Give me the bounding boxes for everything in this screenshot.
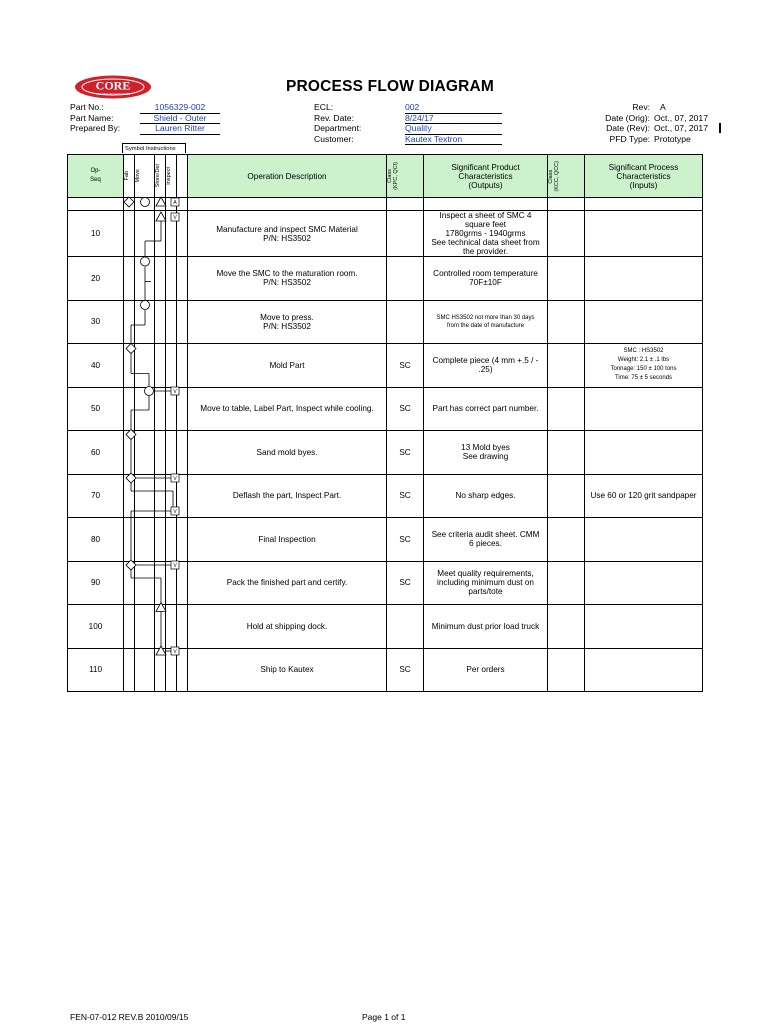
product-char-cell: SMC HS3502 not more than 30 days from the date of manufacture: [424, 300, 548, 344]
pfd-type-label: PFD Type:: [609, 133, 650, 144]
process-char-cell: [585, 518, 703, 562]
class-kpc-cell: SC: [387, 518, 424, 562]
operation-cell: Move to press. P/N: HS3502: [188, 300, 387, 344]
op-seq-cell: 100: [68, 605, 124, 649]
prepared-by-value: Lauren Ritter: [140, 123, 220, 135]
fab-diamond-icon: [126, 473, 136, 483]
company-logo: [74, 75, 152, 99]
inspect-box-label: V: [173, 509, 177, 516]
class-kcc-cell: [548, 300, 585, 344]
op-seq-cell: 70: [68, 474, 124, 518]
operation-cell: Deflash the part, Inspect Part.: [188, 474, 387, 518]
class-kpc-cell: SC: [387, 648, 424, 692]
ecl-label: ECL:: [314, 102, 334, 112]
inspect-box-label: V: [173, 563, 177, 570]
inspect-box-label: A: [173, 200, 177, 207]
class-kpc-cell: [387, 605, 424, 649]
store-triangle-icon: [156, 197, 166, 206]
rev-date-value: 8/24/17: [405, 113, 502, 125]
fab-diamond-icon: [126, 560, 136, 570]
operation-cell: Ship to Kautex: [188, 648, 387, 692]
class-kpc-cell: SC: [387, 474, 424, 518]
date-rev-value: Oct., 07, 2017: [654, 123, 708, 134]
date-rev-label: Date (Rev):: [606, 123, 650, 134]
move-circle-icon: [141, 301, 150, 310]
date-orig-value: Oct., 07, 2017: [654, 112, 708, 123]
fab-header: Fab: [124, 155, 135, 198]
rev-date-label: Rev. Date:: [314, 112, 354, 123]
page-number: Page 1 of 1: [362, 1012, 406, 1022]
class-kcc-cell: [548, 431, 585, 475]
ecl-value: 002: [405, 102, 502, 114]
op-seq-header: Op- Seq: [68, 155, 124, 198]
operation-cell: Hold at shipping dock.: [188, 605, 387, 649]
product-char-cell: Controlled room temperature 70F±10F: [424, 257, 548, 301]
table-header-row: [68, 155, 703, 198]
op-seq-cell: 20: [68, 257, 124, 301]
move-circle-icon: [145, 387, 154, 396]
op-seq-cell: 110: [68, 648, 124, 692]
product-char-cell: Meet quality requirements, including minimum dust on parts/tote: [424, 561, 548, 605]
store-triangle-icon: [156, 646, 166, 655]
class-kcc-cell: [548, 648, 585, 692]
store-header: Store/Det: [155, 155, 166, 198]
process-char-cell: Use 60 or 120 grit sandpaper: [585, 474, 703, 518]
class-kcc-header: Class (KCC, QCC): [548, 155, 585, 198]
class-kpc-cell: SC: [387, 344, 424, 388]
operation-cell: Mold Part: [188, 344, 387, 388]
op-seq-cell: 60: [68, 431, 124, 475]
header-tick-mark: [719, 123, 721, 133]
class-kcc-cell: [548, 561, 585, 605]
class-kpc-cell: SC: [387, 561, 424, 605]
operation-cell: Move the SMC to the maturation room. P/N: HS3502: [188, 257, 387, 301]
logo-text: CORE: [95, 78, 131, 93]
fab-diamond-icon: [126, 430, 136, 440]
process-char-cell: [585, 257, 703, 301]
header-middle: [314, 102, 502, 144]
op-seq-cell: 40: [68, 344, 124, 388]
rev-label: Rev:: [632, 102, 650, 112]
class-kpc-cell: [387, 211, 424, 257]
op-seq-cell: 50: [68, 387, 124, 431]
operation-header: Operation Description: [188, 155, 387, 198]
operation-cell: Sand mold byes.: [188, 431, 387, 475]
class-kpc-cell: SC: [387, 387, 424, 431]
fab-diamond-icon: [126, 344, 136, 354]
store-triangle-icon: [156, 212, 166, 221]
move-header: Move: [135, 155, 155, 198]
logo-tagline: MOLDING TECHNOLOGIES: [96, 93, 130, 96]
inspect-box-label: V: [173, 215, 177, 222]
product-char-cell: Complete piece (4 mm +.5 / - .25): [424, 344, 548, 388]
move-circle-icon: [141, 257, 150, 266]
product-char-cell: Per orders: [424, 648, 548, 692]
class-kpc-cell: [387, 300, 424, 344]
process-char-cell: [585, 605, 703, 649]
product-char-header: Significant Product Characteristics (Outputs): [424, 155, 548, 198]
process-char-cell: [585, 300, 703, 344]
class-kcc-cell: [548, 344, 585, 388]
inspect-header: Inspect: [166, 155, 177, 198]
operation-cell: Manufacture and inspect SMC Material P/N: HS3502: [188, 211, 387, 257]
part-name-label: Part Name:: [70, 112, 114, 123]
operation-cell: Move to table, Label Part, Inspect while cooling.: [188, 387, 387, 431]
symbol-instructions: Symbol Instructions: [122, 143, 186, 153]
class-kcc-cell: [548, 518, 585, 562]
process-char-cell: SMC : HS3502 Weight: 2.1 ± .1 lbs Tonnage: 150 ± 100 tons Time: 75 ± 5 seconds: [585, 344, 703, 388]
process-char-cell: [585, 561, 703, 605]
process-char-cell: [585, 387, 703, 431]
product-char-cell: 13 Mold byes See drawing: [424, 431, 548, 475]
class-kcc-cell: [548, 605, 585, 649]
class-kcc-cell: [548, 211, 585, 257]
customer-value: Kautex Textron: [405, 134, 502, 146]
op-seq-cell: 10: [68, 211, 124, 257]
op-seq-cell: 30: [68, 300, 124, 344]
rev-value: A: [660, 102, 666, 112]
flow-symbols: [122, 196, 192, 706]
fab-diamond-icon: [124, 197, 134, 207]
inspect-box-label: V: [173, 476, 177, 483]
part-no-value: 1056329-002: [140, 102, 220, 114]
part-no-label: Part No.:: [70, 102, 104, 112]
process-char-header: Significant Process Characteristics (Inputs): [585, 155, 703, 198]
date-orig-label: Date (Orig):: [605, 112, 650, 123]
class-kcc-cell: [548, 474, 585, 518]
product-char-cell: Part has correct part number.: [424, 387, 548, 431]
class-kcc-cell: [548, 387, 585, 431]
store-triangle-icon: [156, 603, 166, 612]
header-right: [588, 102, 708, 144]
department-value: Quality: [405, 123, 502, 135]
blank-header: [177, 155, 188, 198]
op-seq-cell: 80: [68, 518, 124, 562]
class-kpc-cell: SC: [387, 431, 424, 475]
product-char-cell: Minimum dust prior load truck: [424, 605, 548, 649]
product-char-cell: No sharp edges.: [424, 474, 548, 518]
process-char-cell: [585, 211, 703, 257]
operation-cell: Pack the finished part and certify.: [188, 561, 387, 605]
process-char-cell: [585, 431, 703, 475]
move-circle-icon: [141, 198, 150, 207]
class-kpc-cell: [387, 257, 424, 301]
class-kcc-cell: [548, 257, 585, 301]
prepared-by-label: Prepared By:: [70, 123, 121, 134]
part-name-value: Shield - Outer: [140, 113, 220, 125]
operation-cell: Final Inspection: [188, 518, 387, 562]
op-seq-cell: 90: [68, 561, 124, 605]
pfd-type-value: Prototype: [654, 133, 691, 144]
class-kpc-header: Class (KPC, QCI): [387, 155, 424, 198]
department-label: Department:: [314, 123, 362, 134]
page-title: PROCESS FLOW DIAGRAM: [285, 78, 495, 95]
process-char-cell: [585, 648, 703, 692]
form-number: FEN-07-012 REV.B 2010/09/15: [70, 1012, 189, 1022]
customer-label: Customer:: [314, 133, 354, 144]
inspect-box-label: V: [173, 389, 177, 396]
product-char-cell: Inspect a sheet of SMC 4 square feet 1780grms - 1940grms See technical data sheet from the provider.: [424, 211, 548, 257]
header-left: [70, 102, 220, 134]
inspect-box-label: V: [173, 649, 177, 656]
product-char-cell: See criteria audit sheet. CMM 6 pieces.: [424, 518, 548, 562]
